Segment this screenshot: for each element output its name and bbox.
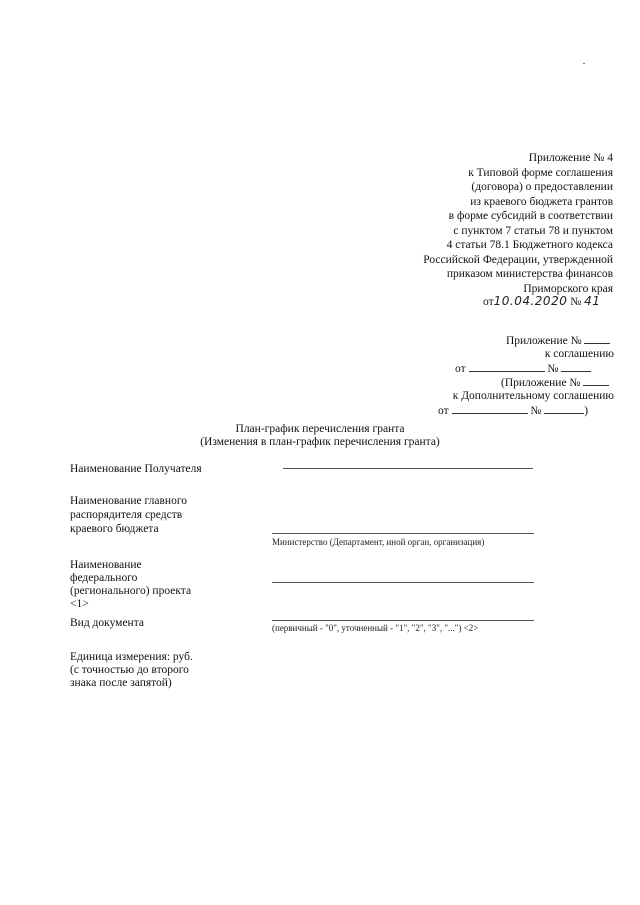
appendix-date-line — [483, 295, 600, 309]
additional-number-blank[interactable] — [544, 404, 584, 414]
project-input-line[interactable] — [272, 582, 534, 583]
agreement-from-line — [455, 362, 591, 376]
appendix-line: в форме субсидий в соответствии — [448, 210, 613, 222]
appendix-line: Приморского края — [523, 283, 613, 295]
appendix-line: из краевого бюджета грантов — [470, 196, 613, 208]
doc-type-input-line[interactable] — [272, 620, 534, 621]
doc-type-hint: (первичный - "0", уточненный - "1", "2", "3", "...") <2> — [272, 623, 479, 633]
doc-type-label: Вид документа — [70, 617, 144, 629]
paren-close: ) — [584, 405, 589, 417]
agreement-appendix-line — [506, 334, 610, 348]
number-sign: № — [530, 405, 542, 417]
agreement-number-blank[interactable] — [561, 362, 591, 372]
handwritten-number: 41 — [584, 294, 601, 308]
paren-appendix-line — [501, 376, 609, 390]
from-label: от — [438, 405, 449, 417]
number-sign: № — [570, 296, 582, 308]
appendix-line: к Типовой форме соглашения — [468, 167, 613, 179]
appendix-line: Российской Федерации, утвержденной — [423, 254, 613, 266]
paren-appendix-label: (Приложение № — [501, 377, 581, 389]
appendix-line: Приложение № 4 — [528, 152, 613, 164]
additional-date-blank[interactable] — [452, 404, 528, 414]
from-label: от — [455, 363, 466, 375]
recipient-input-line[interactable] — [283, 468, 533, 469]
agreement-date-blank[interactable] — [469, 362, 545, 372]
project-label-line: <1> — [70, 598, 89, 610]
to-additional-line: к Дополнительному соглашению — [452, 390, 614, 402]
manager-label-line: краевого бюджета — [70, 523, 159, 535]
manager-label-line: распорядителя средств — [70, 509, 183, 521]
additional-from-line — [438, 404, 588, 418]
project-label-line: Наименование — [70, 559, 142, 571]
unit-label-line: Единица измерения: руб. — [70, 651, 193, 663]
recipient-label: Наименование Получателя — [70, 463, 202, 475]
handwritten-date: 10.04.2020 — [493, 294, 568, 308]
project-label-line: федерального — [70, 572, 138, 584]
manager-label-line: Наименование главного — [70, 495, 188, 507]
date-prefix: от — [483, 296, 494, 308]
manager-input-line[interactable] — [272, 533, 534, 534]
manager-hint: Министерство (Департамент, иной орган, организация) — [272, 537, 485, 547]
number-sign: № — [547, 363, 559, 375]
unit-label-line: (с точностью до второго — [70, 664, 189, 676]
appendix-number-blank[interactable] — [584, 334, 610, 344]
appendix-line: приказом министерства финансов — [446, 268, 613, 280]
appendix-line: (договора) о предоставлении — [471, 181, 613, 193]
agreement-appendix-label: Приложение № — [506, 335, 582, 347]
project-label-line: (регионального) проекта — [70, 585, 192, 597]
appendix-line: 4 статьи 78.1 Бюджетного кодекса — [446, 239, 613, 251]
to-agreement-line: к соглашению — [544, 348, 614, 360]
page-title: План-график перечисления гранта — [235, 423, 405, 435]
page-subtitle: (Изменения в план-график перечисления гранта) — [200, 436, 440, 448]
unit-label-line: знака после запятой) — [70, 677, 172, 689]
scan-speck — [583, 63, 585, 64]
paren-appendix-number-blank[interactable] — [583, 376, 609, 386]
appendix-line: с пунктом 7 статьи 78 и пунктом — [453, 225, 613, 237]
